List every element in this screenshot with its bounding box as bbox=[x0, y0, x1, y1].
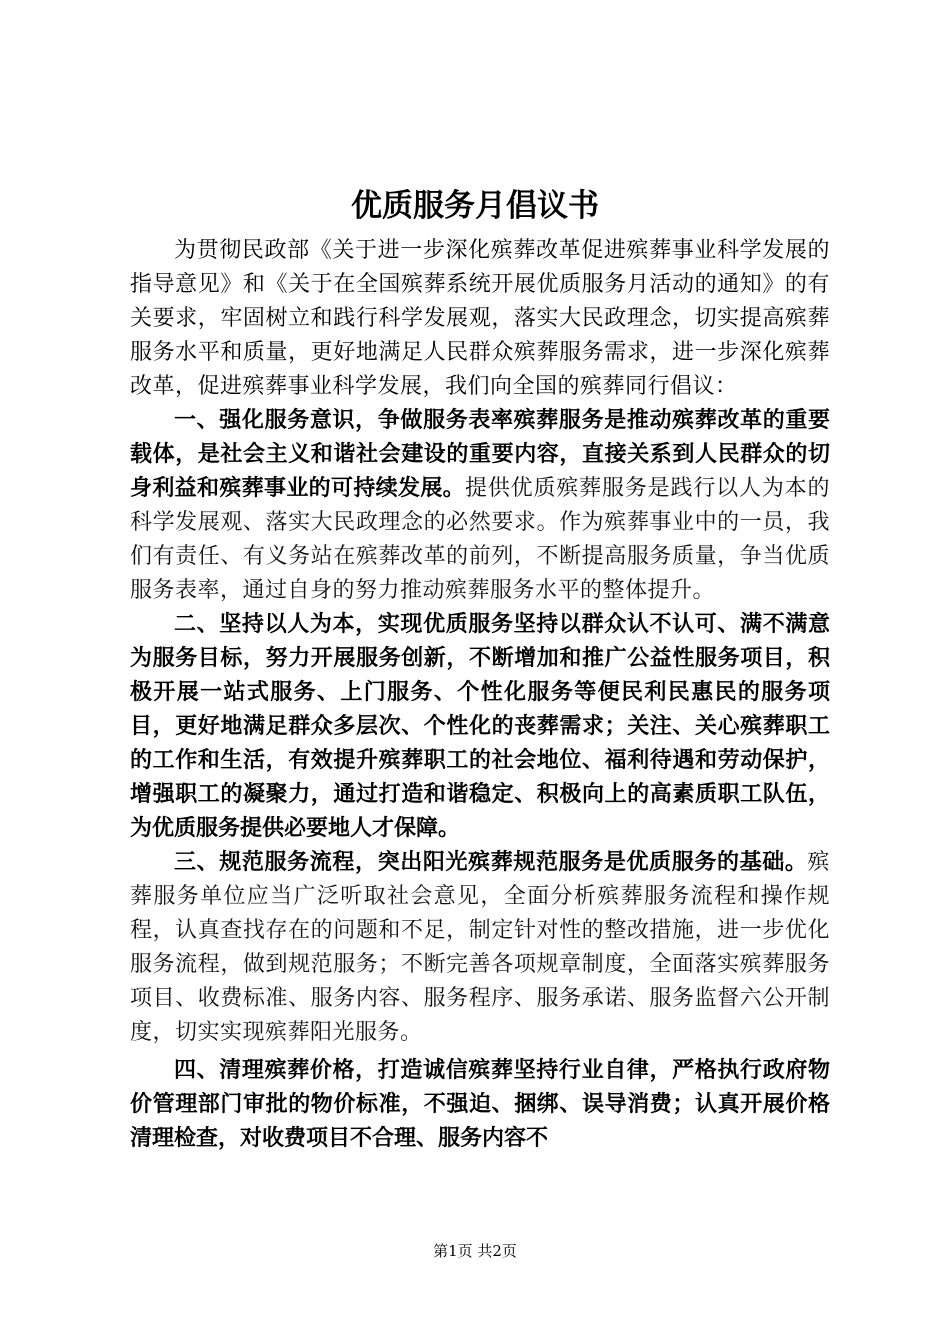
section-text-3: 殡葬服务单位应当广泛听取社会意见，全面分析殡葬服务流程和操作规程，认真查找存在的问题和不足，制定针对性的整改措施，进一步优化服务流程，做到规范服务；不断完善各项规章制度，全面落实殡葬服务项目、收费标准、服务内容、服务程序、服务承诺、服务监督六公开制度，切实实现殡葬阳光服务。 bbox=[130, 850, 830, 1045]
section-text-1: 提供优质殡葬服务是践行以人为本的科学发展观、落实大民政理念的必然要求。作为殡葬事业中的一员，我们有责任、有义务站在殡葬改革的前列，不断提高服务质量，争当优质服务表率，通过自身的努力推动殡葬服务水平的整体提升。 bbox=[130, 476, 830, 603]
document-body bbox=[130, 234, 830, 1156]
section-paragraph-2 bbox=[130, 608, 830, 846]
section-paragraph-1 bbox=[130, 404, 830, 608]
section-paragraph-4 bbox=[130, 1054, 830, 1156]
section-lead-1: 一、强化服务意识，争做服务表率殡葬服务是推动殡葬改革的重要载体，是社会主义和谐社会建设的重要内容，直接关系到人民群众的切身利益和殡葬事业的可持续发展。 bbox=[130, 408, 830, 501]
page-number-footer: 第1页 共2页 bbox=[433, 1242, 517, 1260]
document-title: 优质服务月倡议书 bbox=[351, 188, 599, 224]
section-lead-4: 四、清理殡葬价格，打造诚信殡葬坚持行业自律，严格执行政府物价管理部门审批的物价标准，不强迫、捆绑、误导消费；认真开展价格清理检查，对收费项目不合理、服务内容不 bbox=[130, 1058, 830, 1151]
section-lead-3: 三、规范服务流程，突出阳光殡葬规范服务是优质服务的基础。 bbox=[174, 850, 808, 875]
section-paragraph-3 bbox=[130, 846, 830, 1050]
section-lead-2: 二、坚持以人为本，实现优质服务坚持以群众认不认可、满不满意为服务目标，努力开展服务创新，不断增加和推广公益性服务项目，积极开展一站式服务、上门服务、个性化服务等便民利民惠民的服务项目，更好地满足群众多层次、个性化的丧葬需求；关注、关心殡葬职工的工作和生活，有效提升殡葬职工的社会地位、福利待遇和劳动保护，增强职工的凝聚力，通过打造和谐稳定、积极向上的高素质职工队伍，为优质服务提供必要地人才保障。 bbox=[130, 612, 830, 841]
intro-paragraph: 为贯彻民政部《关于进一步深化殡葬改革促进殡葬事业科学发展的指导意见》和《关于在全国殡葬系统开展优质服务月活动的通知》的有关要求，牢固树立和践行科学发展观，落实大民政理念，切实提高殡葬服务水平和质量，更好地满足人民群众殡葬服务需求，进一步深化殡葬改革，促进殡葬事业科学发展，我们向全国的殡葬同行倡议： bbox=[130, 238, 830, 399]
